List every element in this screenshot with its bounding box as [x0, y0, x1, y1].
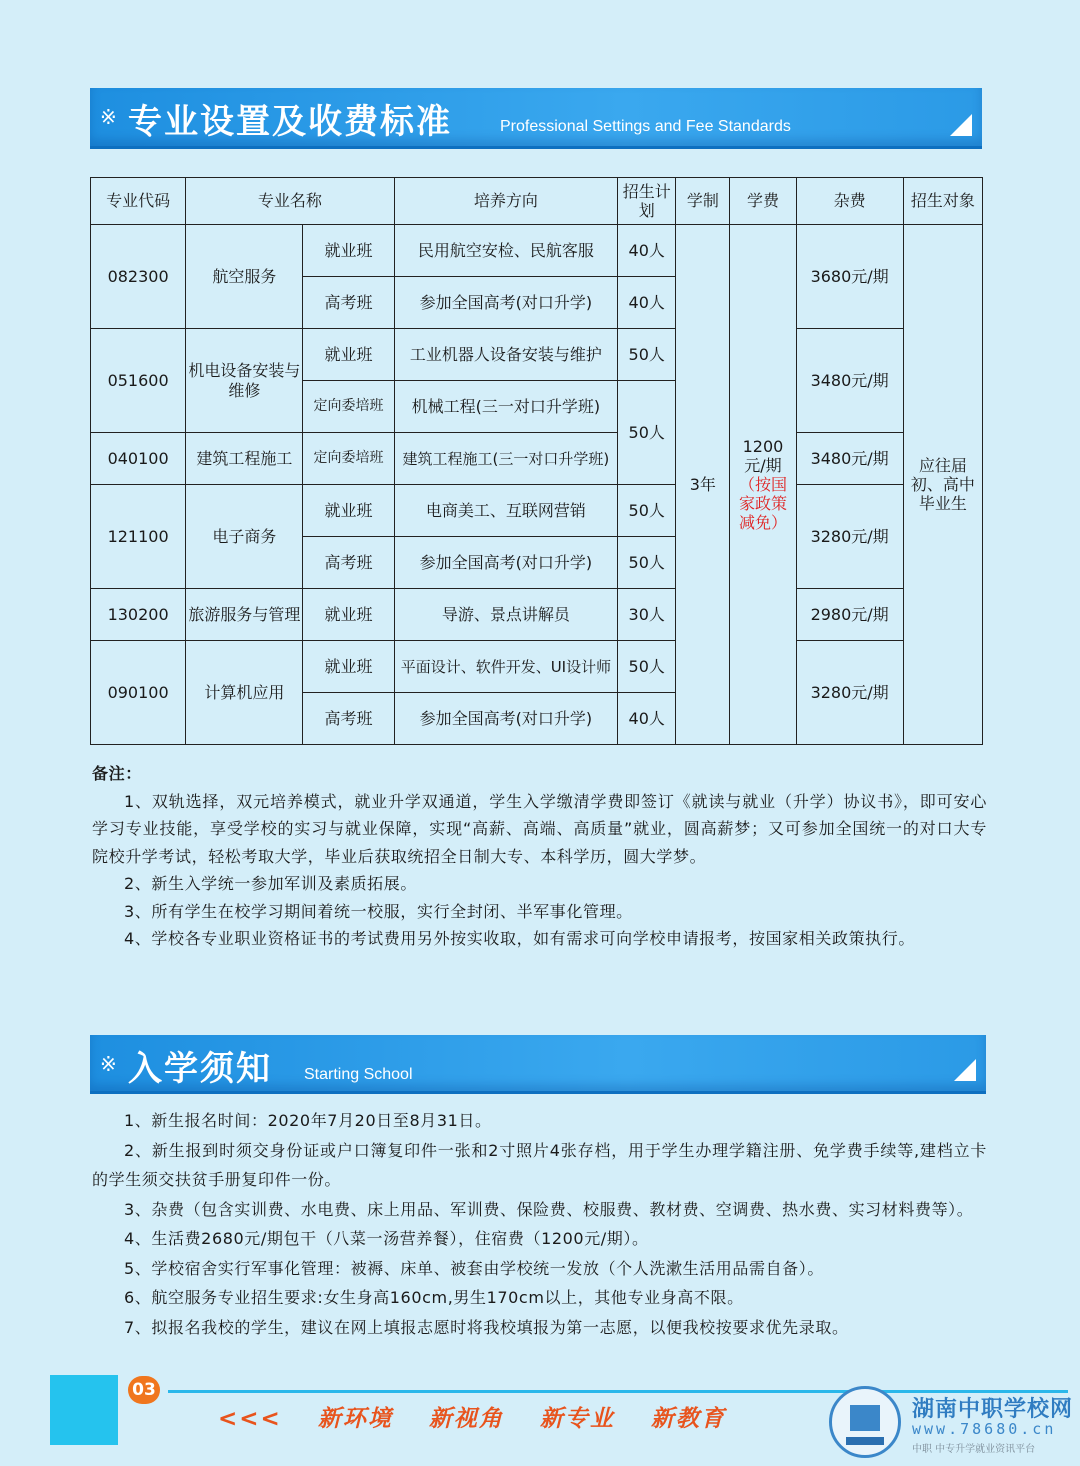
header-name: 专业名称 — [186, 178, 394, 225]
major-name: 航空服务 — [186, 225, 303, 329]
enrollment-plan: 40人 — [618, 693, 676, 745]
admission-item: 7、拟报名我校的学生，建议在网上填报志愿时将我校填报为第一志愿，以便我校按要求优先录取。 — [124, 1317, 849, 1337]
training-direction: 机械工程(三一对口升学班) — [394, 381, 617, 433]
enrollment-plan: 50人 — [618, 641, 676, 693]
major-name: 机电设备安装与维修 — [186, 329, 303, 433]
header-code: 专业代码 — [91, 178, 186, 225]
tuition-cell — [730, 225, 796, 745]
admission-item: 6、航空服务专业招生要求:女生身高160cm,男生170cm以上，其他专业身高不限。 — [124, 1288, 744, 1307]
header-misc: 杂费 — [796, 178, 903, 225]
major-code: 082300 — [91, 225, 186, 329]
watermark-url: www.78680.cn — [912, 1420, 1057, 1438]
table-row — [91, 641, 983, 693]
major-code: 130200 — [91, 589, 186, 641]
training-direction: 参加全国高考(对口升学) — [394, 277, 617, 329]
corner-triangle-icon — [954, 1059, 976, 1081]
enrollment-plan: 50人 — [618, 329, 676, 381]
training-direction: 平面设计、软件开发、UI设计师 — [394, 641, 617, 693]
major-code: 040100 — [91, 433, 186, 485]
training-direction: 建筑工程施工(三一对口升学班) — [394, 433, 617, 485]
class-type: 定向委培班 — [303, 381, 394, 433]
misc-fee: 3480元/期 — [796, 329, 903, 433]
notes-heading: 备注： — [92, 764, 142, 783]
class-type: 高考班 — [303, 277, 394, 329]
admission-section — [92, 1106, 987, 1342]
header-plan: 招生计划 — [618, 178, 676, 225]
enrollment-plan: 40人 — [618, 225, 676, 277]
class-type: 就业班 — [303, 485, 394, 537]
target-cell: 应往届初、高中毕业生 — [903, 225, 982, 745]
section-subtitle: Professional Settings and Fee Standards — [500, 118, 791, 135]
enrollment-plan: 50人 — [618, 537, 676, 589]
header-target: 招生对象 — [903, 178, 982, 225]
slogan-item: 新教育 — [650, 1406, 726, 1432]
training-direction: 参加全国高考(对口升学) — [394, 693, 617, 745]
admission-item: 2、新生报到时须交身份证或户口簿复印件一张和2寸照片4张存档，用于学生办理学籍注册、免学费手续等,建档立卡的学生须交扶贫手册复印件一份。 — [92, 1140, 987, 1189]
watermark-subtitle: 中职 中专升学就业资讯平台 — [912, 1444, 1036, 1455]
section-banner-fees — [90, 88, 982, 149]
table-header-row — [91, 178, 983, 225]
section-title: 专业设置及收费标准 — [128, 102, 452, 142]
table-row — [91, 225, 983, 277]
enrollment-plan: 30人 — [618, 589, 676, 641]
class-type: 就业班 — [303, 641, 394, 693]
training-direction: 参加全国高考(对口升学) — [394, 537, 617, 589]
misc-fee: 3480元/期 — [796, 433, 903, 485]
enrollment-plan: 50人 — [618, 381, 676, 485]
major-name: 旅游服务与管理 — [186, 589, 303, 641]
page-corner-block — [50, 1375, 118, 1445]
class-type: 就业班 — [303, 329, 394, 381]
header-direction: 培养方向 — [394, 178, 617, 225]
table-row — [91, 485, 983, 537]
misc-fee: 3280元/期 — [796, 485, 903, 589]
misc-fee: 3680元/期 — [796, 225, 903, 329]
reference-mark-icon: ※ — [100, 1052, 117, 1076]
enrollment-plan: 40人 — [618, 277, 676, 329]
section-title: 入学须知 — [128, 1049, 272, 1089]
note-item: 4、学校各专业职业资格证书的考试费用另外按实收取，如有需求可向学校申请报考，按国家相关政策执行。 — [124, 929, 915, 948]
misc-fee: 2980元/期 — [796, 589, 903, 641]
class-type: 就业班 — [303, 225, 394, 277]
watermark-name: 湖南中职学校网 — [912, 1397, 1074, 1422]
years-cell: 3年 — [676, 225, 730, 745]
major-code: 121100 — [91, 485, 186, 589]
class-type: 高考班 — [303, 693, 394, 745]
notes-section — [92, 760, 987, 953]
tuition-value: 1200元/期 — [742, 436, 784, 475]
watermark-logo-icon — [829, 1386, 901, 1458]
arrows-icon: <<< — [218, 1406, 282, 1432]
major-code: 051600 — [91, 329, 186, 433]
table-row — [91, 589, 983, 641]
admission-item: 1、新生报名时间：2020年7月20日至8月31日。 — [124, 1111, 492, 1130]
logo-base — [846, 1437, 884, 1445]
class-type: 高考班 — [303, 537, 394, 589]
corner-triangle-icon — [950, 114, 972, 136]
slogan-item: 新环境 — [317, 1406, 393, 1432]
major-name: 计算机应用 — [186, 641, 303, 745]
enrollment-plan: 50人 — [618, 485, 676, 537]
training-direction: 民用航空安检、民航客服 — [394, 225, 617, 277]
training-direction: 工业机器人设备安装与维护 — [394, 329, 617, 381]
class-type: 定向委培班 — [303, 433, 394, 485]
header-tuition: 学费 — [730, 178, 796, 225]
admission-item: 4、生活费2680元/期包干（八菜一汤营养餐），住宿费（1200元/期）。 — [124, 1229, 649, 1248]
footer-slogan — [218, 1400, 752, 1433]
tuition-note: （按国家政策减免） — [738, 474, 787, 533]
class-type: 就业班 — [303, 589, 394, 641]
section-banner-admission — [90, 1035, 986, 1094]
fee-table — [90, 177, 983, 745]
admission-item: 3、杂费（包含实训费、水电费、床上用品、军训费、保险费、校服费、教材费、空调费、热水费、实习材料费等）。 — [124, 1199, 974, 1219]
note-item: 2、新生入学统一参加军训及素质拓展。 — [124, 874, 417, 893]
page-number: 03 — [128, 1376, 160, 1404]
admission-item: 5、学校宿舍实行军事化管理：被褥、床单、被套由学校统一发放（个人洗漱生活用品需自备）。 — [124, 1258, 824, 1278]
reference-mark-icon: ※ — [100, 105, 117, 129]
training-direction: 导游、景点讲解员 — [394, 589, 617, 641]
header-years: 学制 — [676, 178, 730, 225]
training-direction: 电商美工、互联网营销 — [394, 485, 617, 537]
slogan-item: 新视角 — [428, 1406, 504, 1432]
table-row — [91, 433, 983, 485]
building-icon — [850, 1405, 880, 1431]
major-name: 电子商务 — [186, 485, 303, 589]
section-subtitle: Starting School — [304, 1066, 413, 1083]
note-item: 3、所有学生在校学习期间着统一校服，实行全封闭、半军事化管理。 — [124, 901, 633, 921]
slogan-item: 新专业 — [539, 1406, 615, 1432]
major-name: 建筑工程施工 — [186, 433, 303, 485]
note-item: 1、双轨选择，双元培养模式，就业升学双通道，学生入学缴清学费即签订《就读与就业（升学）协议书》，即可安心学习专业技能，享受学校的实习与就业保障，实现“高薪、高端、高质量”就业，圆高薪梦；又可参加全国统一的对口大专院校升学考试，轻松考取大学，毕业后获取统招全日制大专、本科学历，圆大学梦。 — [92, 791, 987, 866]
major-code: 090100 — [91, 641, 186, 745]
misc-fee: 3280元/期 — [796, 641, 903, 745]
table-row — [91, 329, 983, 381]
